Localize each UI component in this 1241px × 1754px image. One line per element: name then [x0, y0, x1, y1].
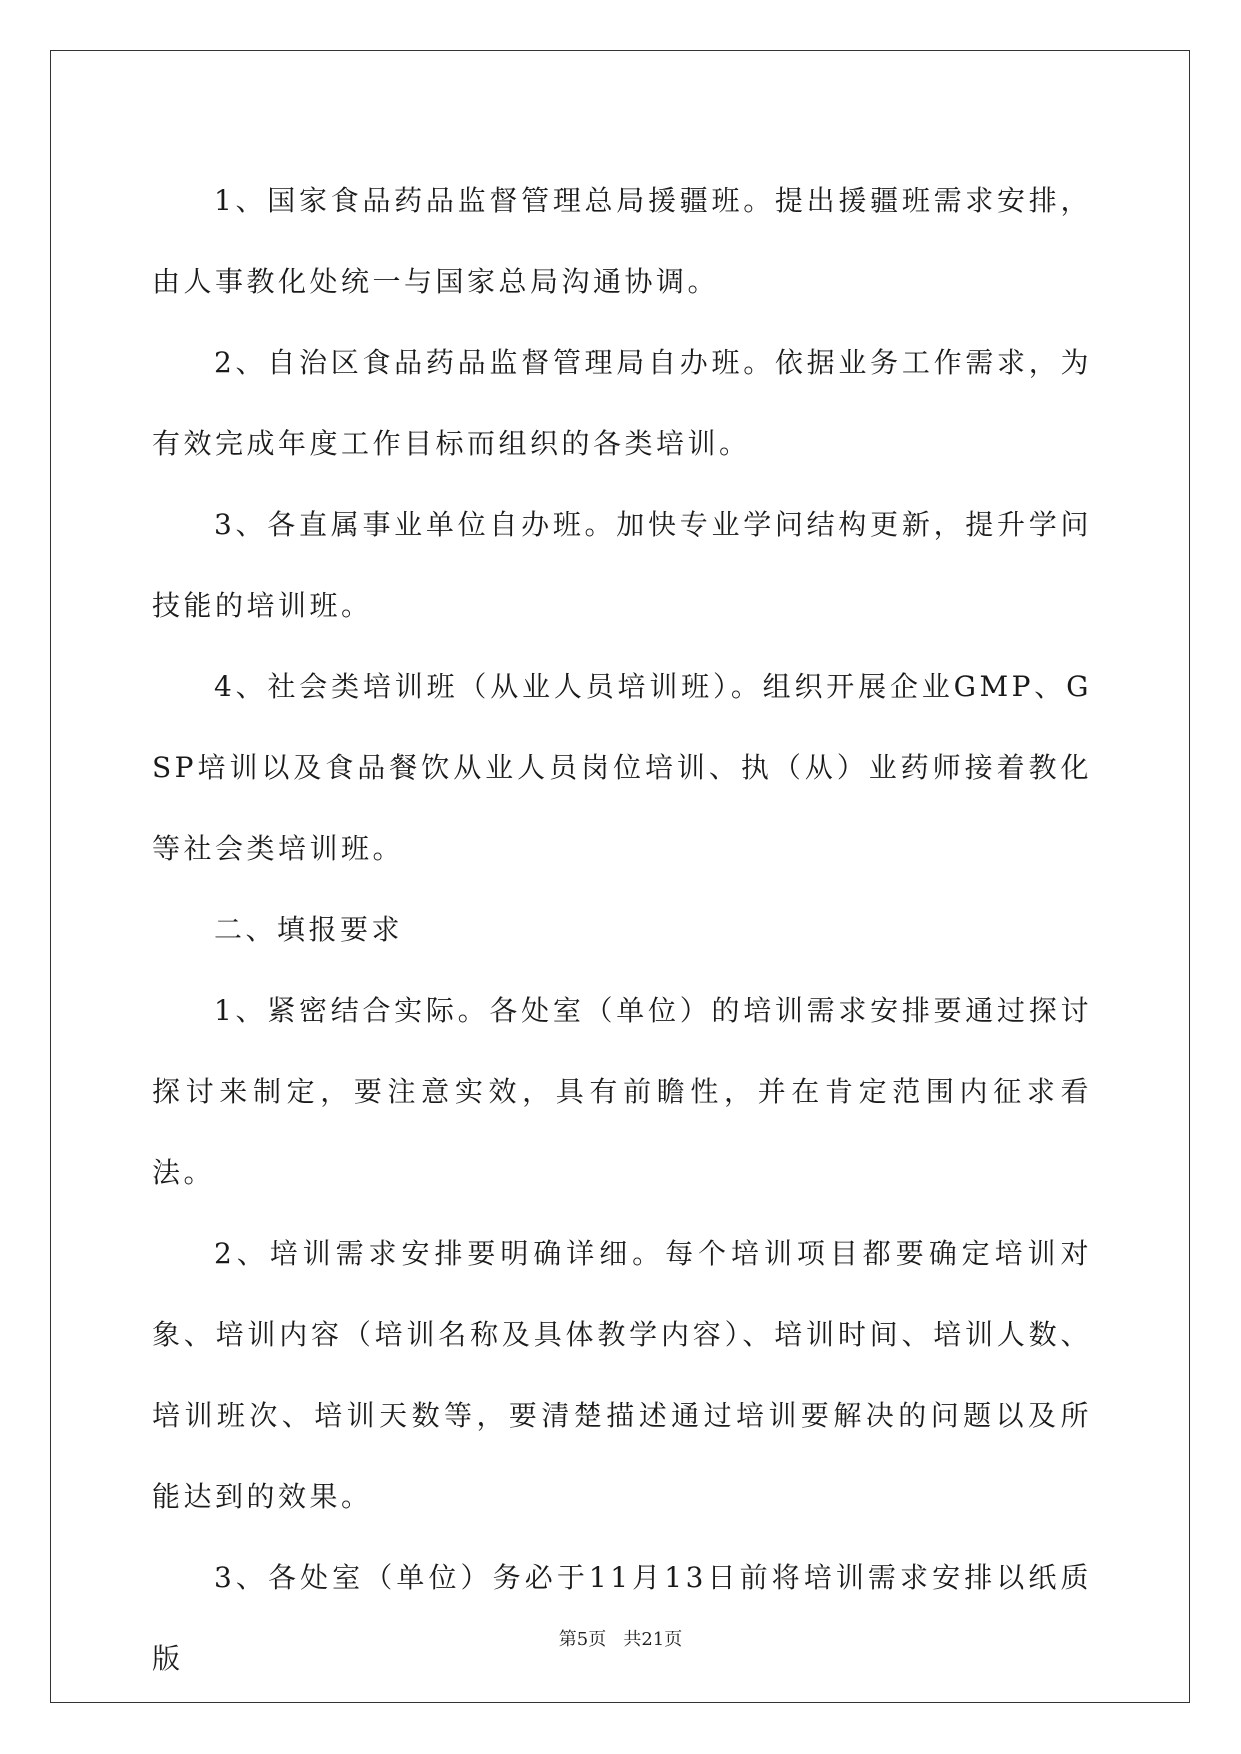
paragraph-4: 4、社会类培训班（从业人员培训班）。组织开展企业GMP、GSP培训以及食品餐饮从业人员岗位培训、执（从）业药师接着教化等社会类培训班。 [152, 670, 1092, 865]
paragraph-2: 2、自治区食品药品监督管理局自办班。依据业务工作需求，为有效完成年度工作目标而组织的各类培训。 [152, 346, 1092, 460]
footer-page-mid: 页 共 [588, 1629, 642, 1650]
section-heading: 二、填报要求 [214, 913, 404, 946]
paragraph-6: 1、紧密结合实际。各处室（单位）的培训需求安排要通过探讨探讨来制定，要注意实效，具有前瞻性，并在肯定范围内征求看法。 [152, 994, 1092, 1189]
footer-page-suffix: 页 [664, 1629, 683, 1650]
page-footer [0, 1625, 1241, 1651]
paragraph-1: 1、国家食品药品监督管理总局援疆班。提出援疆班需求安排，由人事教化处统一与国家总局沟通协调。 [152, 184, 1092, 298]
paragraph-8: 3、各处室（单位）务必于11月13日前将培训需求安排以纸质版 [152, 1561, 1092, 1675]
footer-page-prefix: 第 [558, 1629, 577, 1650]
paragraph-7: 2、培训需求安排要明确详细。每个培训项目都要确定培训对象、培训内容（培训名称及具体教学内容）、培训时间、培训人数、培训班次、培训天数等，要清楚描述通过培训要解决的问题以及所能达到的效果。 [152, 1237, 1092, 1513]
footer-page-total: 21 [641, 1629, 665, 1650]
footer-page-current: 5 [576, 1629, 589, 1650]
document-body [152, 160, 1092, 1699]
paragraph-3: 3、各直属事业单位自办班。加快专业学问结构更新，提升学问技能的培训班。 [152, 508, 1092, 622]
